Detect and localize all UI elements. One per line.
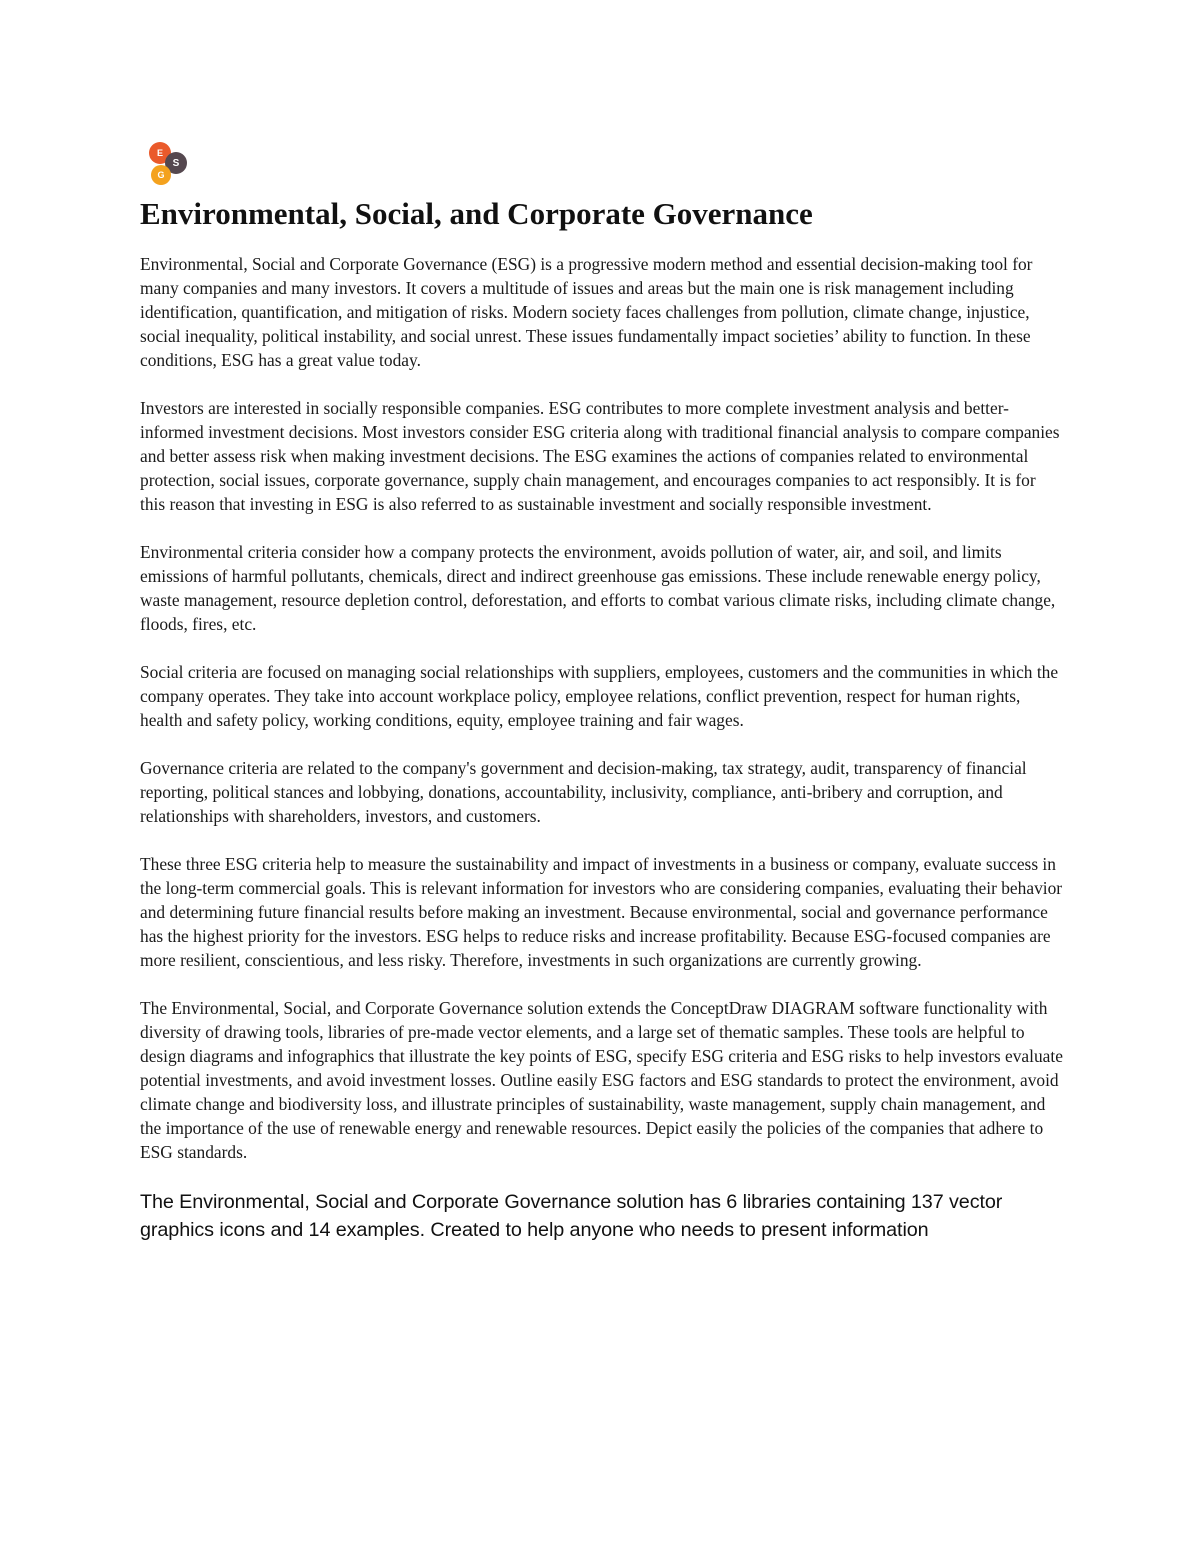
page-title: Environmental, Social, and Corporate Governance — [140, 196, 813, 231]
paragraph-solution: The Environmental, Social, and Corporate Governance solution extends the ConceptDraw DIAGRAM software functionality with diversity of drawing tools, libraries of pre-made vector elements, and a large set of thematic samples. These tools are helpful to design diagrams and infographics that illustrate the key points of ESG, specify ESG criteria and ESG risks to help investors evaluate potential investments, and avoid investment losses. Outline easily ESG factors and ESG standards to protect the environment, avoid climate change and biodiversity loss, and illustrate principles of sustainability, waste management, supply chain management, and the importance of the use of renewable energy and renewable resources. Depict easily the policies of the companies that adhere to ESG standards. — [140, 998, 1063, 1162]
paragraph-investors: Investors are interested in socially responsible companies. ESG contributes to more complete investment analysis and better-informed investment decisions. Most investors consider ESG criteria along with traditional financial analysis to compare companies and better assess risk when making investment decisions. The ESG examines the actions of companies related to environmental protection, social issues, corporate governance, supply chain management, and encourages companies to act responsibly. It is for this reason that investing in ESG is also referred to as sustainable investment and socially responsible investment. — [140, 398, 1060, 514]
logo-s-circle: S — [165, 152, 187, 174]
esg-logo — [145, 138, 193, 192]
logo-e-circle: E — [149, 142, 171, 164]
paragraph-criteria: These three ESG criteria help to measure the sustainability and impact of investments in a business or company, evaluate success in the long-term commercial goals. This is relevant information for investors who are considering companies, evaluating their behavior and determining future financial results before making an investment. Because environmental, social and governance performance has the highest priority for the investors. ESG helps to reduce risks and increase profitability. Because ESG-focused companies are more resilient, conscientious, and less risky. Therefore, investments in such organizations are currently growing. — [140, 854, 1063, 970]
paragraph-governance: Governance criteria are related to the company's government and decision-making, tax strategy, audit, transparency of financial reporting, political stances and lobbying, donations, accountability, inclusivity, compliance, anti-bribery and corruption, and relationships with shareholders, investors, and customers. — [140, 758, 1027, 826]
paragraph-environmental: Environmental criteria consider how a company protects the environment, avoids pollution of water, air, and soil, and limits emissions of harmful pollutants, chemicals, direct and indirect greenhouse gas emissions. These include renewable energy policy, waste management, resource depletion control, deforestation, and efforts to combat various climate risks, including climate change, floods, fires, etc. — [140, 542, 1056, 634]
paragraph-intro: Environmental, Social and Corporate Governance (ESG) is a progressive modern method and essential decision-making tool for many companies and many investors. It covers a multitude of issues and areas but the main one is risk management including identification, quantification, and mitigation of risks. Modern society faces challenges from pollution, climate change, injustice, social inequality, political instability, and social unrest. These issues fundamentally impact societies’ ability to function. In these conditions, ESG has a great value today. — [140, 254, 1033, 370]
document-page — [140, 138, 1065, 1244]
paragraph-social: Social criteria are focused on managing social relationships with suppliers, employees, customers and the communities in which the company operates. They take into account workplace policy, employee relations, conflict prevention, respect for human rights, health and safety policy, working conditions, equity, employee training and fair wages. — [140, 662, 1059, 730]
logo-g-circle: G — [151, 165, 171, 185]
summary-paragraph: The Environmental, Social and Corporate Governance solution has 6 libraries containing 137 vector graphics icons and 14 examples. Created to help anyone who needs to present information — [140, 1191, 1003, 1241]
